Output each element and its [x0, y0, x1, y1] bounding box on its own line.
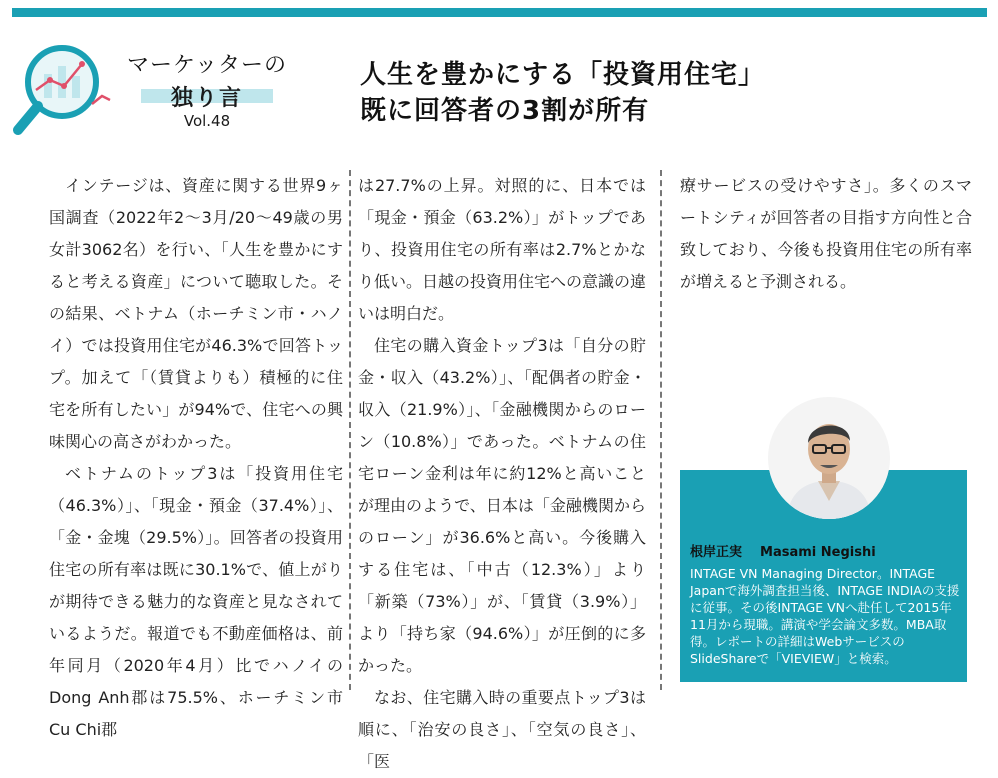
magnifier-chart-icon [10, 40, 115, 140]
author-name [690, 541, 876, 560]
headline-line-2: 既に回答者の3割が所有 [360, 96, 650, 126]
author-portrait-icon [768, 397, 890, 519]
paragraph: は27.7%の上昇。対照的に、日本では「現金・預金（63.2%）」がトップであり、投資用住宅の所有率は2.7%とかなり低い。日越の投資用住宅への意識の違いは明白だ。 [358, 176, 647, 323]
top-accent-bar [12, 8, 987, 17]
article-column-3 [680, 170, 972, 298]
column-brand [112, 48, 302, 130]
column-divider [660, 170, 662, 690]
headline-line-1: 人生を豊かにする「投資用住宅」 [360, 60, 766, 90]
column-divider [349, 170, 351, 690]
paragraph: ベトナムのトップ3は「投資用住宅（46.3%）」、「現金・預金（37.4%）」、「金・金塊（29.5%）」。回答者の投資用住宅の所有率は既に30.1%で、値上がりが期待できる魅力的な資産と見なされているようだ。報道でも不動産価格は、前年同月（2020年4月）比でハノイのDong Anh郡は75.5%、ホーチミン市Cu Chi郡 [49, 464, 343, 739]
paragraph: 療サービスの受けやすさ」。多くのスマートシティが回答者の目指す方向性と合致しており、今後も投資用住宅の所有率が増えると予測される。 [680, 176, 972, 291]
volume-number: Vol.48 [183, 112, 231, 130]
author-name-jp: 根岸正実 [690, 545, 743, 560]
author-bio: INTAGE VN Managing Director。INTAGE Japanで海外調査担当後、INTAGE INDIAの支援に従事。その後INTAGE VNへ赴任して2015年11月から現職。講演や学会論文多数。MBA取得。レポートの詳細はWebサービスのSlideShareで「VIEVIEW」と検索。 [690, 566, 960, 666]
paragraph: なお、住宅購入時の重要点トップ3は順に、「治安の良さ」、「空気の良さ」、「医 [358, 688, 646, 771]
article-headline [360, 57, 765, 129]
article-column-1 [49, 170, 343, 746]
paragraph: インテージは、資産に関する世界9ヶ国調査（2022年2〜3月/20〜49歳の男女計3062名）を行い、「人生を豊かにすると考える資産」について聴取した。その結果、ベトナム（ホーチミン市・ハノイ）では投資用住宅が46.3%で回答トップ。加えて「（賃貸よりも）積極的に住宅を所有したい」が94%で、住宅への興味関心の高さがわかった。 [49, 176, 343, 451]
article-column-2 [358, 170, 646, 778]
brand-title: マーケッターの [127, 53, 287, 78]
brand-subtitle: 独り言 [170, 86, 243, 111]
author-name-en: Masami Negishi [760, 545, 876, 560]
paragraph: 住宅の購入資金トップ3は「自分の貯金・収入（43.2%）」、「配偶者の貯金・収入（21.9%）」、「金融機関からのローン（10.8%）」であった。ベトナムの住宅ローン金利は年に約12%と高いことが理由のようで、日本は「金融機関からのローン」が36.6%と高い。今後購入する住宅は、「中古（12.3%）」より「新築（73%）」が、「賃貸（3.9%）」より「持ち家（94.6%）」が圧倒的に多かった。 [358, 336, 646, 675]
avatar [768, 397, 890, 519]
